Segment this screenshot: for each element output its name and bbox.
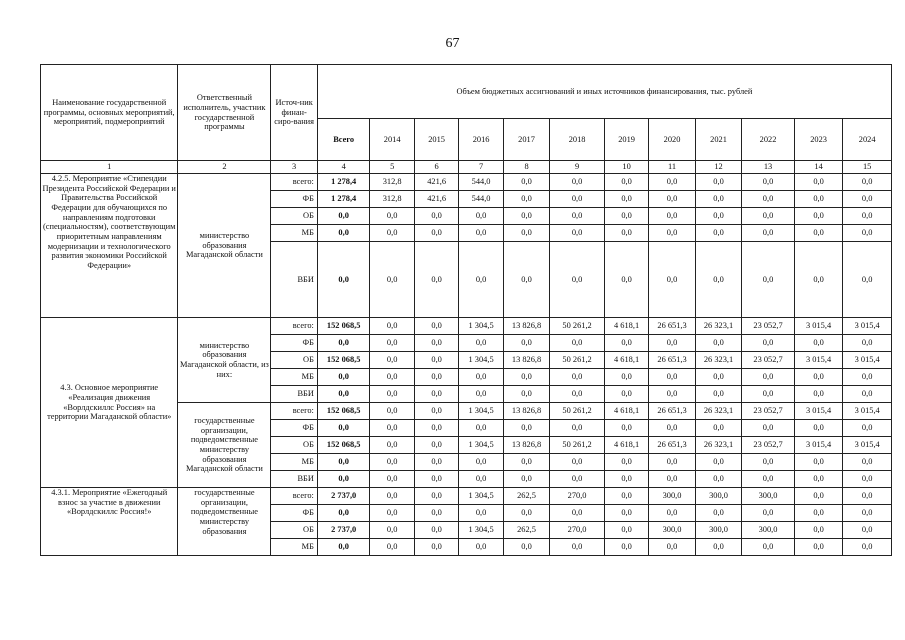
value-cell: 0,0 [370, 522, 414, 539]
header-col-number: 3 [271, 161, 317, 174]
header-year: 2020 [649, 119, 695, 161]
value-cell: 1 304,5 [459, 488, 503, 505]
value-cell: 0,0 [742, 454, 795, 471]
header-col-number: 4 [317, 161, 370, 174]
value-cell: 0,0 [649, 191, 695, 208]
value-cell: 0,0 [649, 174, 695, 191]
value-cell: 0,0 [459, 242, 503, 318]
value-cell: 300,0 [742, 522, 795, 539]
value-cell: 0,0 [370, 335, 414, 352]
funding-source: всего: [271, 488, 317, 505]
value-cell: 0,0 [414, 386, 458, 403]
value-cell: 0,0 [649, 505, 695, 522]
value-cell: 0,0 [503, 369, 549, 386]
funding-source: МБ [271, 539, 317, 556]
value-cell: 0,0 [794, 488, 843, 505]
value-cell: 0,0 [370, 505, 414, 522]
value-cell: 0,0 [742, 420, 795, 437]
value-cell: 0,0 [550, 420, 605, 437]
value-cell: 0,0 [843, 505, 892, 522]
table-row [41, 174, 892, 191]
value-cell: 0,0 [604, 242, 648, 318]
value-cell: 0,0 [604, 471, 648, 488]
value-cell: 544,0 [459, 174, 503, 191]
value-cell: 0,0 [604, 369, 648, 386]
header-col-number: 1 [41, 161, 178, 174]
header-col-number: 14 [794, 161, 843, 174]
value-cell: 0,0 [742, 225, 795, 242]
value-cell: 0,0 [459, 225, 503, 242]
responsible-executor: министерство образования Магаданской области, из них: [178, 318, 271, 403]
value-cell: 0,0 [843, 369, 892, 386]
value-cell: 0,0 [370, 403, 414, 420]
value-cell: 0,0 [695, 174, 741, 191]
funding-source: МБ [271, 369, 317, 386]
header-year: 2014 [370, 119, 414, 161]
total-cell: 0,0 [317, 505, 370, 522]
activity-name: 4.3. Основное мероприятие «Реализация движения «Ворлдскиллс Россия» на территории Магаданской области» [41, 318, 178, 488]
value-cell: 0,0 [503, 505, 549, 522]
value-cell: 50 261,2 [550, 318, 605, 335]
funding-source: ОБ [271, 208, 317, 225]
value-cell: 0,0 [604, 488, 648, 505]
total-cell: 0,0 [317, 454, 370, 471]
value-cell: 0,0 [370, 369, 414, 386]
value-cell: 0,0 [503, 471, 549, 488]
value-cell: 0,0 [649, 386, 695, 403]
value-cell: 0,0 [550, 454, 605, 471]
value-cell: 300,0 [649, 488, 695, 505]
value-cell: 0,0 [794, 420, 843, 437]
value-cell: 0,0 [794, 539, 843, 556]
value-cell: 0,0 [370, 471, 414, 488]
value-cell: 0,0 [503, 174, 549, 191]
value-cell: 0,0 [604, 225, 648, 242]
value-cell: 0,0 [550, 335, 605, 352]
header-responsible: Ответственный исполнитель, участник государственной программы [178, 65, 271, 161]
funding-source: МБ [271, 225, 317, 242]
value-cell: 544,0 [459, 191, 503, 208]
value-cell: 0,0 [695, 539, 741, 556]
value-cell: 0,0 [794, 208, 843, 225]
value-cell: 0,0 [649, 420, 695, 437]
value-cell: 23 052,7 [742, 352, 795, 369]
funding-source: ФБ [271, 505, 317, 522]
value-cell: 0,0 [695, 505, 741, 522]
value-cell: 0,0 [843, 539, 892, 556]
value-cell: 0,0 [695, 420, 741, 437]
header-row-numbers [41, 161, 892, 174]
value-cell: 0,0 [414, 242, 458, 318]
value-cell: 0,0 [649, 539, 695, 556]
value-cell: 0,0 [370, 420, 414, 437]
value-cell: 0,0 [414, 420, 458, 437]
value-cell: 50 261,2 [550, 403, 605, 420]
page-number: 67 [445, 36, 460, 51]
value-cell: 270,0 [550, 488, 605, 505]
value-cell: 0,0 [370, 352, 414, 369]
funding-source: ВБИ [271, 386, 317, 403]
value-cell: 4 618,1 [604, 352, 648, 369]
value-cell: 13 826,8 [503, 403, 549, 420]
value-cell: 0,0 [550, 505, 605, 522]
value-cell: 0,0 [742, 386, 795, 403]
activity-name: 4.2.5. Мероприятие «Стипендии Президента Российской Федерации и Правительства Российской Федерации для обучающихся по направлениям подготовки (специальностям), соответствующим приоритетным направлениям модернизации и технологического развития экономики Российской Федерации» [41, 174, 178, 318]
value-cell: 262,5 [503, 488, 549, 505]
value-cell: 26 651,3 [649, 403, 695, 420]
funding-source: всего: [271, 318, 317, 335]
value-cell: 26 651,3 [649, 318, 695, 335]
funding-source: ОБ [271, 437, 317, 454]
funding-source: всего: [271, 403, 317, 420]
value-cell: 0,0 [604, 539, 648, 556]
value-cell: 0,0 [414, 471, 458, 488]
value-cell: 0,0 [370, 437, 414, 454]
value-cell: 0,0 [414, 208, 458, 225]
value-cell: 23 052,7 [742, 437, 795, 454]
value-cell: 23 052,7 [742, 318, 795, 335]
value-cell: 0,0 [604, 191, 648, 208]
value-cell: 26 323,1 [695, 318, 741, 335]
value-cell: 3 015,4 [843, 318, 892, 335]
value-cell: 0,0 [459, 208, 503, 225]
value-cell: 0,0 [742, 208, 795, 225]
table-row [41, 318, 892, 335]
header-volume: Объем бюджетных ассигнований и иных источников финансирования, тыс. рублей [317, 65, 891, 119]
value-cell: 50 261,2 [550, 437, 605, 454]
header-source: Источ-ник финан-сиро-вания [271, 65, 317, 161]
total-cell: 152 068,5 [317, 352, 370, 369]
total-cell: 0,0 [317, 225, 370, 242]
value-cell: 0,0 [550, 208, 605, 225]
value-cell: 0,0 [550, 225, 605, 242]
value-cell: 270,0 [550, 522, 605, 539]
value-cell: 3 015,4 [794, 318, 843, 335]
value-cell: 0,0 [695, 335, 741, 352]
total-cell: 0,0 [317, 386, 370, 403]
value-cell: 0,0 [414, 437, 458, 454]
value-cell: 0,0 [459, 369, 503, 386]
total-cell: 2 737,0 [317, 488, 370, 505]
value-cell: 312,8 [370, 174, 414, 191]
value-cell: 0,0 [370, 386, 414, 403]
value-cell: 0,0 [695, 386, 741, 403]
value-cell: 0,0 [604, 454, 648, 471]
value-cell: 0,0 [794, 522, 843, 539]
value-cell: 0,0 [370, 242, 414, 318]
value-cell: 0,0 [459, 471, 503, 488]
value-cell: 0,0 [843, 225, 892, 242]
value-cell: 0,0 [794, 471, 843, 488]
value-cell: 0,0 [414, 318, 458, 335]
value-cell: 3 015,4 [794, 403, 843, 420]
value-cell: 0,0 [550, 386, 605, 403]
value-cell: 0,0 [414, 505, 458, 522]
funding-source: ФБ [271, 191, 317, 208]
funding-source: ФБ [271, 420, 317, 437]
total-cell: 2 737,0 [317, 522, 370, 539]
header-year: 2024 [843, 119, 892, 161]
value-cell: 50 261,2 [550, 352, 605, 369]
value-cell: 0,0 [794, 505, 843, 522]
total-cell: 0,0 [317, 369, 370, 386]
value-cell: 0,0 [843, 208, 892, 225]
value-cell: 0,0 [649, 454, 695, 471]
value-cell: 0,0 [604, 208, 648, 225]
value-cell: 1 304,5 [459, 318, 503, 335]
table-body [41, 65, 892, 556]
header-col-number: 5 [370, 161, 414, 174]
funding-source: ФБ [271, 335, 317, 352]
value-cell: 421,6 [414, 174, 458, 191]
value-cell: 0,0 [370, 208, 414, 225]
header-col-number: 7 [459, 161, 503, 174]
value-cell: 0,0 [414, 352, 458, 369]
value-cell: 0,0 [459, 335, 503, 352]
total-cell: 0,0 [317, 335, 370, 352]
value-cell: 0,0 [370, 539, 414, 556]
value-cell: 0,0 [742, 505, 795, 522]
value-cell: 0,0 [695, 454, 741, 471]
value-cell: 0,0 [794, 386, 843, 403]
value-cell: 300,0 [695, 488, 741, 505]
total-cell: 1 278,4 [317, 174, 370, 191]
value-cell: 1 304,5 [459, 437, 503, 454]
total-cell: 0,0 [317, 471, 370, 488]
value-cell: 13 826,8 [503, 318, 549, 335]
value-cell: 300,0 [695, 522, 741, 539]
value-cell: 26 323,1 [695, 352, 741, 369]
value-cell: 0,0 [843, 335, 892, 352]
value-cell: 4 618,1 [604, 437, 648, 454]
header-col-number: 8 [503, 161, 549, 174]
value-cell: 0,0 [742, 369, 795, 386]
value-cell: 0,0 [503, 335, 549, 352]
funding-source: ОБ [271, 352, 317, 369]
value-cell: 0,0 [550, 191, 605, 208]
total-cell: 152 068,5 [317, 437, 370, 454]
total-cell: 0,0 [317, 208, 370, 225]
value-cell: 0,0 [503, 420, 549, 437]
header-col-number: 9 [550, 161, 605, 174]
header-year: 2022 [742, 119, 795, 161]
value-cell: 0,0 [459, 505, 503, 522]
value-cell: 0,0 [370, 488, 414, 505]
value-cell: 0,0 [414, 335, 458, 352]
total-cell: 1 278,4 [317, 191, 370, 208]
value-cell: 421,6 [414, 191, 458, 208]
value-cell: 0,0 [459, 539, 503, 556]
header-year: 2021 [695, 119, 741, 161]
header-year: 2017 [503, 119, 549, 161]
value-cell: 0,0 [695, 225, 741, 242]
header-col-number: 12 [695, 161, 741, 174]
header-col-number: 15 [843, 161, 892, 174]
value-cell: 0,0 [503, 191, 549, 208]
header-col-number: 10 [604, 161, 648, 174]
value-cell: 0,0 [414, 369, 458, 386]
header-col-number: 6 [414, 161, 458, 174]
value-cell: 0,0 [503, 386, 549, 403]
value-cell: 0,0 [742, 539, 795, 556]
funding-source: всего: [271, 174, 317, 191]
header-name: Наименование государственной программы, основных мероприятий, мероприятий, подмероприятий [41, 65, 178, 161]
value-cell: 0,0 [503, 539, 549, 556]
value-cell: 26 651,3 [649, 437, 695, 454]
header-row-1 [41, 65, 892, 119]
value-cell: 3 015,4 [794, 352, 843, 369]
value-cell: 0,0 [649, 335, 695, 352]
value-cell: 300,0 [649, 522, 695, 539]
value-cell: 0,0 [695, 369, 741, 386]
funding-source: МБ [271, 454, 317, 471]
value-cell: 0,0 [604, 505, 648, 522]
funding-source: ВБИ [271, 471, 317, 488]
value-cell: 26 323,1 [695, 437, 741, 454]
value-cell: 3 015,4 [843, 437, 892, 454]
value-cell: 0,0 [843, 420, 892, 437]
value-cell: 0,0 [695, 191, 741, 208]
value-cell: 0,0 [695, 242, 741, 318]
value-cell: 0,0 [649, 471, 695, 488]
value-cell: 0,0 [414, 539, 458, 556]
funding-source: ОБ [271, 522, 317, 539]
header-year: 2023 [794, 119, 843, 161]
value-cell: 0,0 [604, 386, 648, 403]
value-cell: 0,0 [843, 454, 892, 471]
value-cell: 0,0 [604, 420, 648, 437]
value-cell: 0,0 [459, 420, 503, 437]
value-cell: 0,0 [843, 471, 892, 488]
responsible-executor: министерство образования Магаданской области [178, 174, 271, 318]
value-cell: 0,0 [742, 335, 795, 352]
value-cell: 4 618,1 [604, 318, 648, 335]
value-cell: 0,0 [649, 225, 695, 242]
header-year: 2016 [459, 119, 503, 161]
responsible-executor: государственные организации, подведомственные министерству образования Магаданской области [178, 403, 271, 488]
total-cell: 0,0 [317, 420, 370, 437]
header-year: 2019 [604, 119, 648, 161]
value-cell: 0,0 [459, 386, 503, 403]
total-cell: 0,0 [317, 242, 370, 318]
value-cell: 0,0 [695, 208, 741, 225]
value-cell: 0,0 [843, 522, 892, 539]
value-cell: 13 826,8 [503, 437, 549, 454]
value-cell: 0,0 [414, 403, 458, 420]
value-cell: 0,0 [649, 369, 695, 386]
total-cell: 152 068,5 [317, 403, 370, 420]
table-row [41, 488, 892, 505]
value-cell: 0,0 [843, 174, 892, 191]
value-cell: 0,0 [742, 174, 795, 191]
value-cell: 0,0 [503, 454, 549, 471]
value-cell: 0,0 [604, 174, 648, 191]
value-cell: 0,0 [459, 454, 503, 471]
value-cell: 4 618,1 [604, 403, 648, 420]
value-cell: 0,0 [550, 242, 605, 318]
value-cell: 0,0 [503, 242, 549, 318]
header-total: Всего [317, 119, 370, 161]
value-cell: 312,8 [370, 191, 414, 208]
value-cell: 0,0 [550, 539, 605, 556]
total-cell: 152 068,5 [317, 318, 370, 335]
value-cell: 0,0 [794, 369, 843, 386]
financing-table [40, 64, 892, 556]
value-cell: 3 015,4 [843, 352, 892, 369]
value-cell: 0,0 [370, 454, 414, 471]
value-cell: 0,0 [742, 191, 795, 208]
value-cell: 0,0 [794, 335, 843, 352]
value-cell: 0,0 [843, 386, 892, 403]
funding-source: ВБИ [271, 242, 317, 318]
value-cell: 13 826,8 [503, 352, 549, 369]
value-cell: 0,0 [649, 242, 695, 318]
value-cell: 0,0 [550, 471, 605, 488]
value-cell: 0,0 [742, 242, 795, 318]
header-col-number: 13 [742, 161, 795, 174]
value-cell: 0,0 [550, 369, 605, 386]
header-year: 2018 [550, 119, 605, 161]
value-cell: 0,0 [370, 318, 414, 335]
value-cell: 0,0 [794, 242, 843, 318]
value-cell: 0,0 [550, 174, 605, 191]
value-cell: 0,0 [843, 191, 892, 208]
value-cell: 0,0 [503, 225, 549, 242]
value-cell: 0,0 [794, 191, 843, 208]
value-cell: 0,0 [695, 471, 741, 488]
header-year: 2015 [414, 119, 458, 161]
value-cell: 0,0 [742, 471, 795, 488]
value-cell: 0,0 [604, 522, 648, 539]
value-cell: 0,0 [370, 225, 414, 242]
value-cell: 0,0 [414, 225, 458, 242]
value-cell: 0,0 [794, 454, 843, 471]
value-cell: 0,0 [794, 225, 843, 242]
value-cell: 262,5 [503, 522, 549, 539]
value-cell: 3 015,4 [843, 403, 892, 420]
responsible-executor: государственные организации, подведомственные министерству образования [178, 488, 271, 556]
header-col-number: 11 [649, 161, 695, 174]
value-cell: 26 323,1 [695, 403, 741, 420]
total-cell: 0,0 [317, 539, 370, 556]
value-cell: 0,0 [794, 174, 843, 191]
value-cell: 0,0 [843, 242, 892, 318]
value-cell: 0,0 [503, 208, 549, 225]
value-cell: 0,0 [604, 335, 648, 352]
header-col-number: 2 [178, 161, 271, 174]
value-cell: 0,0 [843, 488, 892, 505]
value-cell: 23 052,7 [742, 403, 795, 420]
value-cell: 1 304,5 [459, 403, 503, 420]
value-cell: 1 304,5 [459, 352, 503, 369]
activity-name: 4.3.1. Мероприятие «Ежегодный взнос за участие в движении «Ворлдскиллс Россия!» [41, 488, 178, 556]
value-cell: 0,0 [414, 454, 458, 471]
value-cell: 300,0 [742, 488, 795, 505]
value-cell: 0,0 [414, 488, 458, 505]
value-cell: 1 304,5 [459, 522, 503, 539]
value-cell: 26 651,3 [649, 352, 695, 369]
value-cell: 0,0 [649, 208, 695, 225]
value-cell: 0,0 [414, 522, 458, 539]
value-cell: 3 015,4 [794, 437, 843, 454]
